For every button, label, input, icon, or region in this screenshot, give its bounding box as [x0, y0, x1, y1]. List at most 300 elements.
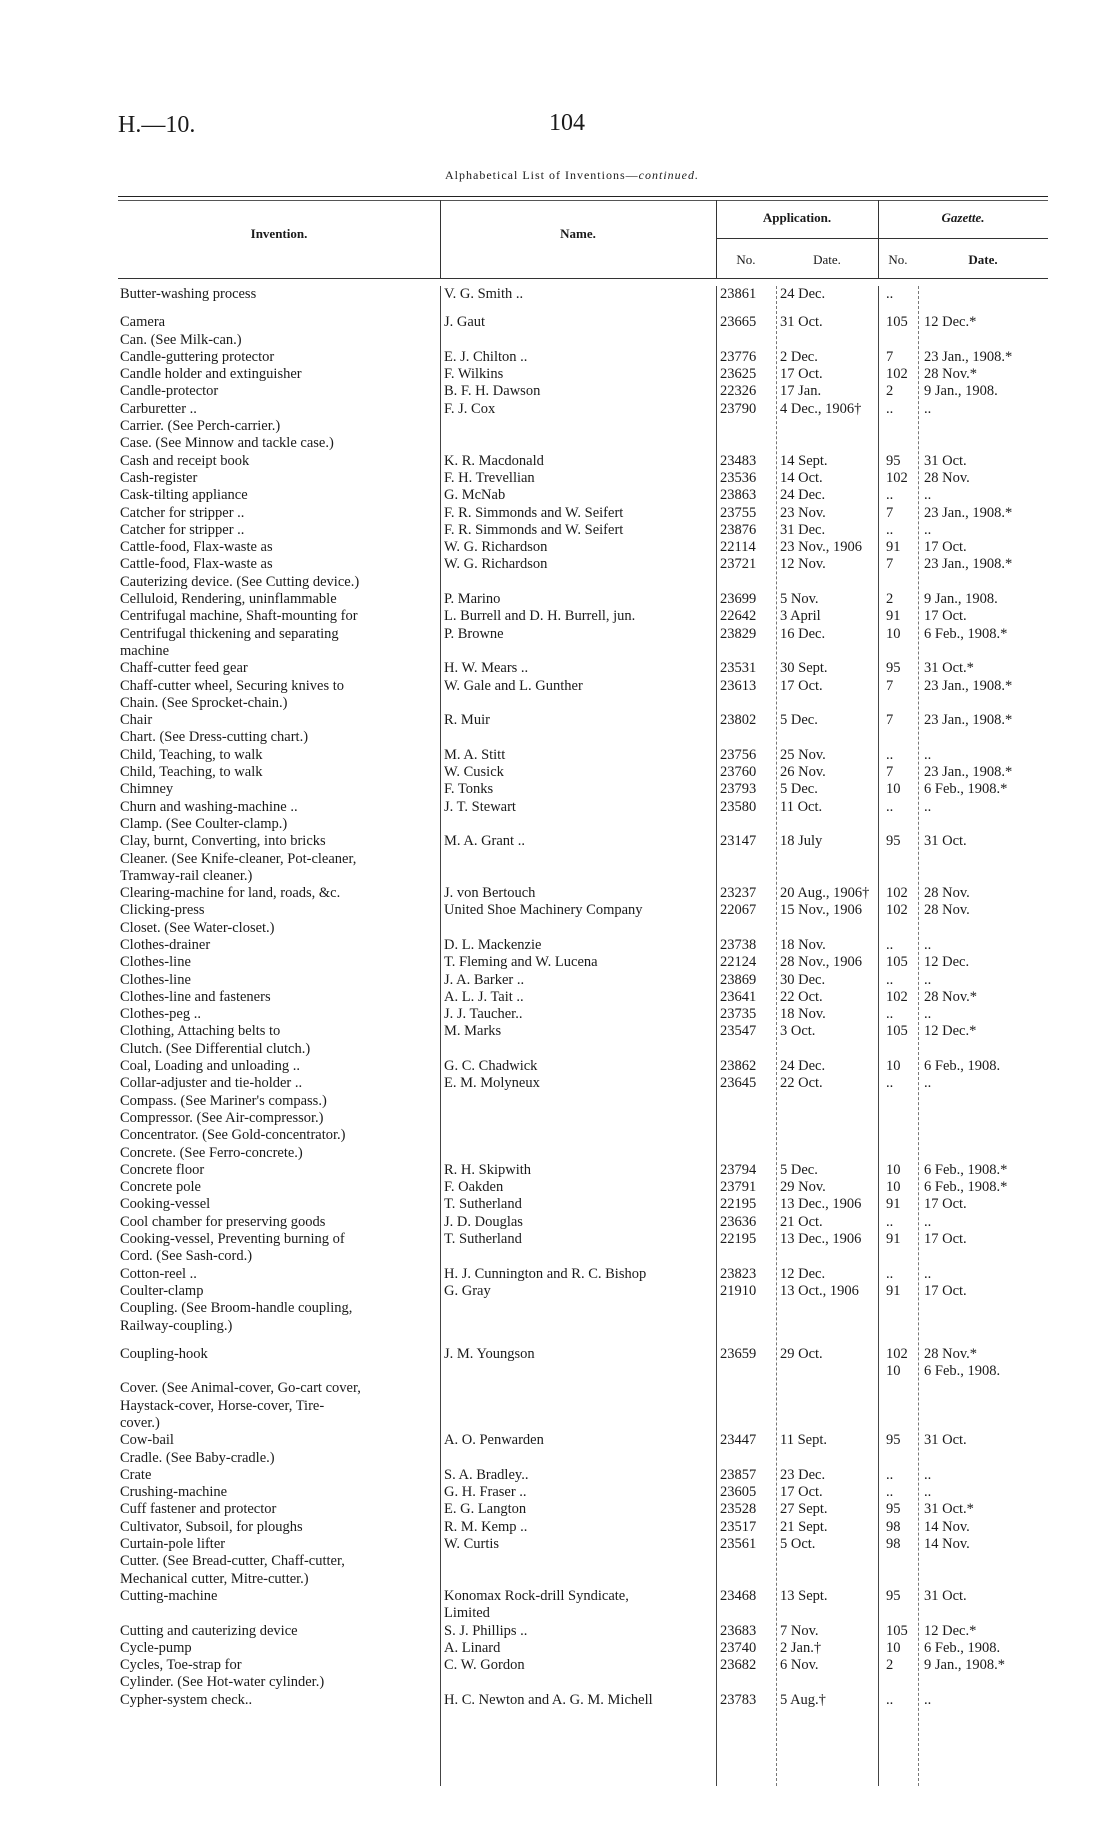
table-row [118, 643, 1048, 660]
gazette-date-cell: 17 Oct. [924, 608, 967, 625]
gazette-date-cell: .. [924, 1484, 932, 1501]
gazette-date-cell: 6 Feb., 1908. [924, 1363, 1001, 1380]
application-date-cell: 25 Nov. [780, 746, 826, 763]
table-row [118, 1588, 1048, 1605]
application-no-cell: 23645 [720, 1075, 757, 1092]
application-no-cell: 23760 [720, 764, 757, 781]
page-reference: H.—10. [118, 112, 196, 138]
gazette-date-cell: 14 Nov. [924, 1518, 970, 1535]
gazette-no-cell: .. [886, 1265, 894, 1282]
invention-cell: Cleaner. (See Knife-cleaner, Pot-cleaner, [120, 850, 357, 867]
application-no-cell: 23862 [720, 1058, 757, 1075]
table-row [118, 366, 1048, 383]
gazette-no-cell: 91 [886, 539, 901, 556]
application-no-cell: 23683 [720, 1622, 757, 1639]
gazette-no-cell: 98 [886, 1536, 901, 1553]
application-date-cell: 30 Dec. [780, 971, 826, 988]
table-row [118, 1571, 1048, 1588]
invention-cell: Cutting-machine [120, 1587, 218, 1604]
name-cell: S. A. Bradley.. [444, 1466, 529, 1483]
invention-cell: Chimney [120, 781, 174, 798]
application-date-cell: 23 Nov., 1906 [780, 539, 863, 556]
invention-cell: Cutter. (See Bread-cutter, Chaff-cutter, [120, 1553, 345, 1570]
name-cell: D. L. Mackenzie [444, 936, 542, 953]
invention-cell: Mechanical cutter, Mitre-cutter.) [120, 1570, 309, 1587]
gazette-no-cell: 91 [886, 1282, 901, 1299]
gazette-no-cell: 95 [886, 833, 901, 850]
table-row [118, 1674, 1048, 1691]
gazette-date-cell: 12 Dec.* [924, 1023, 977, 1040]
application-date-cell: 24 Dec. [780, 286, 826, 302]
application-date-cell: 20 Aug., 1906† [780, 885, 870, 902]
table-row [118, 1162, 1048, 1179]
application-date-cell: 30 Sept. [780, 660, 828, 677]
table-row [118, 1346, 1048, 1363]
invention-cell: Cooking-vessel [120, 1196, 211, 1213]
gazette-date-cell: 6 Feb., 1908.* [924, 781, 1008, 798]
gazette-no-cell: .. [886, 936, 894, 953]
table-row [118, 1484, 1048, 1501]
gazette-no-cell: 10 [886, 1161, 901, 1178]
invention-cell: Clutch. (See Differential clutch.) [120, 1040, 311, 1057]
gazette-no-cell: 10 [886, 1639, 901, 1656]
table-row [118, 1363, 1048, 1380]
application-date-cell: 24 Dec. [780, 487, 826, 504]
name-cell: R. M. Kemp .. [444, 1518, 528, 1535]
gazette-no-cell: 10 [886, 625, 901, 642]
application-no-cell: 23740 [720, 1639, 757, 1656]
gazette-date-cell: 6 Feb., 1908. [924, 1639, 1001, 1656]
application-date-cell: 31 Oct. [780, 314, 823, 331]
table-row [118, 1214, 1048, 1231]
application-no-cell: 23636 [720, 1213, 757, 1230]
table-row [118, 1196, 1048, 1213]
application-date-cell: 18 Nov. [780, 936, 826, 953]
gazette-date-cell: 17 Oct. [924, 1282, 967, 1299]
application-date-cell: 7 Nov. [780, 1622, 819, 1639]
application-no-cell: 23237 [720, 885, 757, 902]
invention-cell: Candle holder and extinguisher [120, 366, 302, 383]
application-date-cell: 21 Oct. [780, 1213, 823, 1230]
gazette-date-cell: .. [924, 521, 932, 538]
table-row [118, 1110, 1048, 1127]
column-header-name: Name. [560, 226, 596, 241]
column-header-gaz-date: Date. [968, 252, 998, 267]
invention-cell: Collar-adjuster and tie-holder .. [120, 1075, 303, 1092]
gazette-no-cell: 95 [886, 1432, 901, 1449]
gazette-date-cell: .. [924, 746, 932, 763]
gazette-date-cell: .. [924, 487, 932, 504]
application-no-cell: 23531 [720, 660, 757, 677]
table-row [118, 383, 1048, 400]
invention-cell: Centrifugal machine, Shaft-mounting for [120, 608, 358, 625]
gazette-date-cell: 23 Jan., 1908.* [924, 504, 1013, 521]
invention-cell: Concentrator. (See Gold-concentrator.) [120, 1127, 346, 1144]
name-cell: Konomax Rock-drill Syndicate, [444, 1587, 629, 1604]
invention-cell: Clearing-machine for land, roads, &c. [120, 885, 341, 902]
gazette-no-cell: 2 [886, 1657, 894, 1674]
gazette-date-cell: 14 Nov. [924, 1536, 970, 1553]
application-no-cell: 23790 [720, 400, 757, 417]
table-row [118, 747, 1048, 764]
application-date-cell: 11 Sept. [780, 1432, 827, 1449]
header-rule [118, 196, 1048, 197]
gazette-date-cell: .. [924, 1075, 932, 1092]
application-date-cell: 18 July [780, 833, 823, 850]
application-no-cell: 23147 [720, 833, 757, 850]
application-date-cell: 3 Oct. [780, 1023, 816, 1040]
table-row [118, 1692, 1048, 1709]
name-cell: J. von Bertouch [444, 885, 536, 902]
application-date-cell: 5 Oct. [780, 1536, 816, 1553]
gazette-no-cell: 10 [886, 1179, 901, 1196]
gazette-no-cell: 7 [886, 677, 894, 694]
invention-cell: Cooking-vessel, Preventing burning of [120, 1231, 345, 1248]
gazette-date-cell: 31 Oct.* [924, 660, 974, 677]
table-row [118, 1006, 1048, 1023]
invention-cell: Cradle. (See Baby-cradle.) [120, 1449, 275, 1466]
gazette-date-cell: .. [924, 971, 932, 988]
invention-cell: Concrete pole [120, 1179, 201, 1196]
table-row [118, 937, 1048, 954]
invention-cell: Candle-protector [120, 383, 219, 400]
application-date-cell: 13 Dec., 1906 [780, 1196, 862, 1213]
table-row [118, 851, 1048, 868]
application-date-cell: 14 Sept. [780, 452, 828, 469]
invention-cell: Clothing, Attaching belts to [120, 1023, 281, 1040]
column-header-app-date: Date. [813, 252, 841, 267]
name-cell: T. Fleming and W. Lucena [444, 954, 598, 971]
name-cell: H. W. Mears .. [444, 660, 529, 677]
table-row [118, 660, 1048, 677]
invention-cell: Cord. (See Sash-cord.) [120, 1248, 253, 1265]
application-date-cell: 15 Nov., 1906 [780, 902, 863, 919]
application-date-cell: 17 Oct. [780, 366, 823, 383]
invention-cell: Railway-coupling.) [120, 1317, 233, 1334]
application-no-cell: 21910 [720, 1282, 757, 1299]
application-no-cell: 23625 [720, 366, 757, 383]
name-cell: A. L. J. Tait .. [444, 988, 524, 1005]
gazette-date-cell: 28 Nov. [924, 902, 970, 919]
invention-cell: Coupling-hook [120, 1345, 208, 1362]
application-date-cell: 29 Oct. [780, 1345, 823, 1362]
table-row [118, 1501, 1048, 1518]
table-row [118, 972, 1048, 989]
application-no-cell: 23755 [720, 504, 757, 521]
gazette-date-cell: .. [924, 400, 932, 417]
table-row [118, 799, 1048, 816]
name-cell: J. M. Youngson [444, 1345, 535, 1362]
page-number: 104 [549, 110, 585, 136]
gazette-date-cell: 31 Oct.* [924, 1501, 974, 1518]
table-row [118, 1231, 1048, 1248]
invention-cell: Cutting and cauterizing device [120, 1622, 298, 1639]
gazette-date-cell: 31 Oct. [924, 833, 967, 850]
gazette-date-cell: 23 Jan., 1908.* [924, 348, 1013, 365]
invention-cell: Catcher for stripper .. [120, 521, 245, 538]
application-no-cell: 23665 [720, 314, 757, 331]
table-row [118, 1075, 1048, 1092]
table-row [118, 1300, 1048, 1317]
table-row [118, 1179, 1048, 1196]
table-row [118, 1266, 1048, 1283]
table-row [118, 435, 1048, 452]
application-date-cell: 5 Dec. [780, 781, 818, 798]
application-no-cell: 23756 [720, 746, 757, 763]
application-date-cell: 27 Sept. [780, 1501, 828, 1518]
header-rule [118, 278, 1048, 279]
table-row [118, 712, 1048, 729]
invention-cell: Candle-guttering protector [120, 348, 275, 365]
invention-cell: Catcher for stripper .. [120, 504, 245, 521]
invention-cell: Carrier. (See Perch-carrier.) [120, 418, 281, 435]
gazette-no-cell: 10 [886, 1363, 901, 1380]
gazette-no-cell: .. [886, 286, 894, 302]
gazette-no-cell: 95 [886, 1587, 901, 1604]
gazette-no-cell: 95 [886, 452, 901, 469]
gazette-no-cell: 102 [886, 366, 908, 383]
name-cell: G. C. Chadwick [444, 1058, 538, 1075]
header-rule [118, 200, 1048, 201]
application-no-cell: 23536 [720, 469, 757, 486]
invention-cell: Camera [120, 314, 166, 331]
table-row [118, 349, 1048, 366]
gazette-no-cell: 102 [886, 469, 908, 486]
table-row [118, 1623, 1048, 1640]
gazette-date-cell: 23 Jan., 1908.* [924, 712, 1013, 729]
table-row [118, 1398, 1048, 1415]
application-no-cell: 23682 [720, 1657, 757, 1674]
invention-cell: Carburetter .. [120, 400, 197, 417]
invention-cell: Chart. (See Dress-cutting chart.) [120, 729, 309, 746]
invention-cell: Coal, Loading and unloading .. [120, 1058, 301, 1075]
column-header-invention: Invention. [250, 226, 308, 241]
table-row [118, 1605, 1048, 1622]
invention-cell: Cultivator, Subsoil, for ploughs [120, 1518, 303, 1535]
gazette-date-cell: 12 Dec.* [924, 314, 977, 331]
application-no-cell: 22326 [720, 383, 757, 400]
name-cell: F. Oakden [444, 1179, 504, 1196]
application-date-cell: 13 Oct., 1906 [780, 1282, 859, 1299]
invention-cell: Clamp. (See Coulter-clamp.) [120, 815, 288, 832]
application-date-cell: 23 Nov. [780, 504, 826, 521]
application-date-cell: 5 Nov. [780, 591, 819, 608]
gazette-date-cell: 28 Nov. [924, 469, 970, 486]
application-no-cell: 22642 [720, 608, 757, 625]
gazette-date-cell: 12 Dec.* [924, 1622, 977, 1639]
name-cell: B. F. H. Dawson [444, 383, 541, 400]
gazette-date-cell: 31 Oct. [924, 1587, 967, 1604]
name-cell: M. A. Grant .. [444, 833, 525, 850]
invention-cell: Cover. (See Animal-cover, Go-cart cover, [120, 1380, 361, 1397]
table-header [118, 196, 1048, 280]
gazette-date-cell: 6 Feb., 1908.* [924, 1179, 1008, 1196]
application-date-cell: 13 Sept. [780, 1587, 828, 1604]
gazette-no-cell: .. [886, 1075, 894, 1092]
gazette-no-cell: .. [886, 400, 894, 417]
table-row [118, 902, 1048, 919]
name-cell: M. A. Stitt [444, 746, 506, 763]
gazette-date-cell: 28 Nov. [924, 885, 970, 902]
invention-cell: Closet. (See Water-closet.) [120, 919, 275, 936]
application-date-cell: 12 Dec. [780, 1265, 826, 1282]
table-row [118, 453, 1048, 470]
application-no-cell: 23861 [720, 286, 757, 302]
table-row [118, 1145, 1048, 1162]
gazette-no-cell: .. [886, 1466, 894, 1483]
application-date-cell: 12 Nov. [780, 556, 826, 573]
name-cell: J. J. Taucher.. [444, 1006, 523, 1023]
gazette-no-cell: 7 [886, 712, 894, 729]
invention-cell: Coulter-clamp [120, 1282, 204, 1299]
name-cell: T. Sutherland [444, 1196, 522, 1213]
name-cell: Limited [444, 1605, 490, 1622]
invention-cell: Chair [120, 712, 153, 729]
invention-cell: Cattle-food, Flax-waste as [120, 539, 273, 556]
name-cell: G. H. Fraser .. [444, 1484, 527, 1501]
application-date-cell: 2 Dec. [780, 348, 818, 365]
gazette-date-cell: 17 Oct. [924, 539, 967, 556]
application-no-cell: 23823 [720, 1265, 757, 1282]
table-row [118, 1657, 1048, 1674]
invention-cell: Churn and washing-machine .. [120, 798, 298, 815]
invention-cell: cover.) [120, 1415, 160, 1431]
application-date-cell: 21 Sept. [780, 1518, 828, 1535]
gazette-no-cell: .. [886, 971, 894, 988]
gazette-date-cell: 17 Oct. [924, 1196, 967, 1213]
invention-cell: Cow-bail [120, 1432, 174, 1449]
table-row [118, 1318, 1048, 1335]
column-header-gazette: Gazette. [941, 210, 985, 225]
invention-cell: Child, Teaching, to walk [120, 746, 263, 763]
name-cell: V. G. Smith .. [444, 286, 524, 302]
invention-cell: Clothes-peg .. [120, 1006, 201, 1023]
table-row [118, 695, 1048, 712]
table-row [118, 781, 1048, 798]
gazette-no-cell: 7 [886, 556, 894, 573]
table-row [118, 1127, 1048, 1144]
gazette-no-cell: 7 [886, 504, 894, 521]
application-no-cell: 23613 [720, 677, 757, 694]
gazette-no-cell: .. [886, 798, 894, 815]
table-row [118, 522, 1048, 539]
application-no-cell: 23793 [720, 781, 757, 798]
name-cell: J. D. Douglas [444, 1213, 523, 1230]
application-date-cell: 11 Oct. [780, 798, 823, 815]
invention-cell: Cash-register [120, 469, 198, 486]
invention-cell: Cypher-system check.. [120, 1691, 253, 1708]
gazette-date-cell: .. [924, 1466, 932, 1483]
gazette-no-cell: .. [886, 521, 894, 538]
gazette-date-cell: 28 Nov.* [924, 988, 978, 1005]
invention-cell: Compressor. (See Air-compressor.) [120, 1109, 324, 1126]
table-row [118, 1432, 1048, 1449]
table-row [118, 626, 1048, 643]
invention-cell: Clothes-drainer [120, 936, 211, 953]
invention-cell: Clicking-press [120, 902, 205, 919]
table-row [118, 1041, 1048, 1058]
invention-cell: Crushing-machine [120, 1484, 228, 1501]
invention-cell: Chaff-cutter wheel, Securing knives to [120, 677, 345, 694]
name-cell: A. O. Penwarden [444, 1432, 544, 1449]
name-cell: W. Curtis [444, 1536, 500, 1553]
invention-cell: Crate [120, 1466, 152, 1483]
title-continued: continued. [638, 168, 699, 182]
application-no-cell: 23547 [720, 1023, 757, 1040]
gazette-no-cell: .. [886, 746, 894, 763]
application-no-cell: 23517 [720, 1518, 757, 1535]
application-date-cell: 5 Aug.† [780, 1691, 826, 1708]
gazette-date-cell: 6 Feb., 1908.* [924, 625, 1008, 642]
gazette-no-cell: 2 [886, 383, 894, 400]
column-header-application: Application. [762, 210, 832, 225]
name-cell: F. H. Trevellian [444, 469, 535, 486]
name-cell: C. W. Gordon [444, 1657, 525, 1674]
table-row [118, 286, 1048, 303]
table-row [118, 1093, 1048, 1110]
application-no-cell: 23659 [720, 1345, 757, 1362]
gazette-date-cell: 23 Jan., 1908.* [924, 677, 1013, 694]
application-no-cell: 22124 [720, 954, 757, 971]
invention-cell: Clothes-line and fasteners [120, 988, 271, 1005]
gazette-date-cell: .. [924, 1265, 932, 1282]
application-no-cell: 23783 [720, 1691, 757, 1708]
application-no-cell: 23876 [720, 521, 757, 538]
gazette-date-cell: .. [924, 798, 932, 815]
invention-cell: Cylinder. (See Hot-water cylinder.) [120, 1674, 325, 1691]
name-cell: L. Burrell and D. H. Burrell, jun. [444, 608, 636, 625]
name-cell: R. H. Skipwith [444, 1161, 532, 1178]
table-row [118, 487, 1048, 504]
invention-cell: Cauterizing device. (See Cutting device.) [120, 573, 360, 590]
table-row [118, 764, 1048, 781]
gazette-no-cell: 102 [886, 988, 908, 1005]
application-date-cell: 24 Dec. [780, 1058, 826, 1075]
name-cell: J. T. Stewart [444, 798, 516, 815]
gazette-no-cell: 95 [886, 660, 901, 677]
application-no-cell: 23829 [720, 625, 757, 642]
application-no-cell: 22114 [720, 539, 756, 556]
application-no-cell: 23699 [720, 591, 757, 608]
application-date-cell: 26 Nov. [780, 764, 826, 781]
application-no-cell: 23738 [720, 936, 757, 953]
invention-cell: Case. (See Minnow and tackle case.) [120, 435, 334, 452]
gazette-no-cell: .. [886, 1213, 894, 1230]
name-cell: E. J. Chilton .. [444, 348, 528, 365]
application-date-cell: 17 Jan. [780, 383, 822, 400]
invention-cell: Clothes-line [120, 971, 191, 988]
application-date-cell: 16 Dec. [780, 625, 826, 642]
gazette-no-cell: 10 [886, 781, 901, 798]
name-cell: M. Marks [444, 1023, 502, 1040]
gazette-no-cell: 102 [886, 885, 908, 902]
name-cell: W. Gale and L. Gunther [444, 677, 583, 694]
name-cell: R. Muir [444, 712, 490, 729]
gazette-no-cell: 91 [886, 1231, 901, 1248]
inventions-table [118, 286, 1048, 1709]
invention-cell: Cask-tilting appliance [120, 487, 248, 504]
application-no-cell: 23447 [720, 1432, 757, 1449]
gazette-no-cell: .. [886, 1484, 894, 1501]
invention-cell: Butter-washing process [120, 286, 257, 302]
application-no-cell: 23735 [720, 1006, 757, 1023]
application-date-cell: 5 Dec. [780, 1161, 818, 1178]
gazette-no-cell: 91 [886, 1196, 901, 1213]
invention-cell: Cycle-pump [120, 1639, 192, 1656]
table-row [118, 574, 1048, 591]
gazette-no-cell: 10 [886, 1058, 901, 1075]
name-cell: H. J. Cunnington and R. C. Bishop [444, 1265, 647, 1282]
